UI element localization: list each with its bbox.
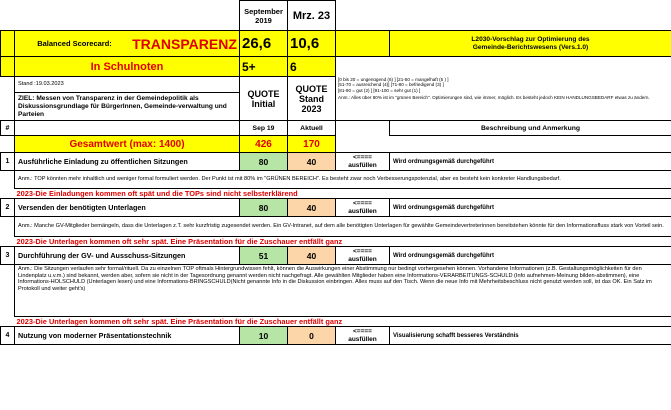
total-desc bbox=[390, 136, 671, 153]
row-1-status-hash bbox=[1, 189, 15, 199]
legend-line-1: [0 bis 20 = ungenügend (6) ] [21-50 = mangelhaft (5 ) ] bbox=[338, 76, 449, 82]
l2030-line-1: L2030-Vorschlag zur Optimierung des bbox=[471, 35, 590, 43]
row-1-status: 2023-Die Einladungen kommen oft spät und die TOPs sind nicht selbsterklärend bbox=[16, 189, 298, 198]
row-1-score-september[interactable]: 80 bbox=[240, 153, 288, 171]
row-4-fill-action[interactable] bbox=[336, 327, 390, 345]
l2030-line-2: Gemeinde-Berichtswesens (Vers.1.0) bbox=[472, 43, 589, 51]
row-4-arrow-icon: <==== bbox=[353, 327, 372, 335]
row-3-status: 2023-Die Unterlagen kommen oft sehr spät. Eine Präsentation für die Zuschauer entfällt ganz bbox=[16, 317, 343, 326]
grade-current: 6 bbox=[288, 57, 336, 77]
row-4-score-current[interactable]: 0 bbox=[288, 327, 336, 345]
score-current: 10,6 bbox=[288, 31, 336, 57]
quote-initial-sub: Initial bbox=[251, 98, 276, 109]
legend-line-2: [51-70 = ausreichend (4)] [71-80 = befriedigend (3) ] bbox=[338, 82, 444, 88]
header-september-year: 2019 bbox=[255, 15, 272, 25]
quote-current bbox=[288, 77, 336, 121]
grade-september: 5+ bbox=[240, 57, 288, 77]
header-september-label bbox=[240, 1, 288, 31]
legend-line-3: [81-90 = gut (2) ] [91-100 = sehr gut (1) ] bbox=[338, 87, 421, 93]
total-label: Gesamtwert (max: 1400) bbox=[15, 136, 240, 153]
page-title: TRANSPARENZ bbox=[132, 35, 237, 52]
legend-block bbox=[336, 57, 671, 121]
header-september-month: September bbox=[244, 6, 283, 16]
l2030-proposal bbox=[390, 31, 671, 57]
row-2-label: Versenden der benötigten Unterlagen bbox=[15, 199, 240, 217]
total-action bbox=[336, 136, 390, 153]
row-3-label: Durchführung der GV- und Ausschuss-Sitzungen bbox=[15, 247, 240, 265]
header-spacer-4 bbox=[390, 1, 671, 31]
stand-date: Stand :19.03.2023 bbox=[15, 77, 240, 93]
quote-current-label: QUOTE bbox=[295, 83, 328, 94]
bsc-label: Balanced Scorecard: bbox=[37, 39, 112, 48]
legend-note: Anm.: Alles über 80% ist im "grünen Bereich". Optimierungen sind, wie immer, möglich. Es besteht jedoch KEIN HANDLUNGSBEDARF etwas zu ändern. bbox=[338, 94, 650, 100]
ziel-text: ZIEL: Messen von Transparenz in der Gemeindepolitik als Diskussionsgrundlage für BürgerInnen, Gemeinde-verwaltung und Parteien bbox=[15, 93, 240, 121]
row-4-description: Visualisierung schafft besseres Verständnis bbox=[390, 327, 671, 345]
col-header-action bbox=[336, 121, 390, 136]
row-4-number: 4 bbox=[1, 327, 15, 345]
col-header-sep19: Sep 19 bbox=[240, 121, 288, 136]
row-4-score-september[interactable]: 10 bbox=[240, 327, 288, 345]
row-2-status: 2023-Die Unterlagen kommen oft sehr spät. Eine Präsentation für die Zuschauer entfällt ganz bbox=[16, 237, 343, 246]
row-2-arrow-icon: <==== bbox=[353, 199, 372, 207]
row-1-fill-action[interactable] bbox=[336, 153, 390, 171]
col-header-hash: # bbox=[1, 121, 15, 136]
row-1-label: Ausführliche Einladung zu öffentlichen Sitzungen bbox=[15, 153, 240, 171]
row-4-fill-label: ausfüllen bbox=[348, 335, 377, 343]
col-header-blank bbox=[15, 121, 240, 136]
row-3-number: 3 bbox=[1, 247, 15, 265]
row-3-status-hash bbox=[1, 317, 15, 327]
ziel-spacer bbox=[1, 93, 15, 121]
row-2-number: 2 bbox=[1, 199, 15, 217]
row-3-arrow-icon: <==== bbox=[353, 247, 372, 255]
row-1-description: Wird ordnungsgemäß durchgeführt bbox=[390, 153, 671, 171]
header-spacer-3 bbox=[336, 1, 390, 31]
row-3-note-hash bbox=[1, 265, 15, 317]
score-september: 26,6 bbox=[240, 31, 288, 57]
total-september: 426 bbox=[240, 136, 288, 153]
row-2-description: Wird ordnungsgemäß durchgeführt bbox=[390, 199, 671, 217]
row-2-score-september[interactable]: 80 bbox=[240, 199, 288, 217]
row-2-status-hash bbox=[1, 237, 15, 247]
bsc-title-cell bbox=[15, 31, 240, 57]
header-spacer-1 bbox=[1, 1, 15, 31]
quote-initial-label: QUOTE bbox=[247, 88, 280, 99]
total-current: 170 bbox=[288, 136, 336, 153]
row-1-arrow-icon: <==== bbox=[353, 153, 372, 161]
row-1-note-hash bbox=[1, 171, 15, 189]
row-1-number: 1 bbox=[1, 153, 15, 171]
l2030-spacer bbox=[336, 31, 390, 57]
col-header-aktuell: Aktuell bbox=[288, 121, 336, 136]
row-1-fill-label: ausfüllen bbox=[348, 161, 377, 169]
row-2-note: Anm.: Manche GV-Mitglieder bemängeln, dass die Unterlagen z.T. sehr kurzfristig zugesendet werden. Ein GV-Intranet, auf dem alle benötigten Unterlagen für gewählte Gemeindevertreterinnen bereitstehen könnte für den Informationsfluss stark von Vorteil sein. bbox=[15, 217, 671, 237]
row-1-note: Anm.: TOP könnten mehr inhaltlich und weniger formal formuliert werden. Der Punkt ist mit 80% im "GRÜNEN BEREICH". Es besteht zwar noch Verbesserungspotenzial, aber es besteht kein konkreter Handlungsbedarf. bbox=[15, 171, 671, 189]
col-header-beschreibung: Beschreibung und Anmerkung bbox=[390, 121, 671, 136]
row-3-fill-label: ausfüllen bbox=[348, 255, 377, 263]
row-3-description: Wird ordnungsgemäß durchgeführt bbox=[390, 247, 671, 265]
total-row-hash bbox=[1, 136, 15, 153]
row-4-label: Nutzung von moderner Präsentationstechnik bbox=[15, 327, 240, 345]
header-mrz-label: Mrz. 23 bbox=[288, 1, 336, 31]
header-spacer-2 bbox=[15, 1, 240, 31]
bsc-label-cell-left bbox=[1, 31, 15, 57]
row-2-fill-label: ausfüllen bbox=[348, 207, 377, 215]
quote-initial bbox=[240, 77, 288, 121]
row-2-score-current[interactable]: 40 bbox=[288, 199, 336, 217]
row-3-note: Anm.: Die Sitzungen verlaufen sehr formal/rituell. Da zu einzelnen TOP oftmals Hintergrundwissen fehlt, können die Auswirkungen einer Abstimmung nur bedingt vorhergesehen können. Vorhandene Informationen (z.B. Gestaltungsmöglichkeiten für den Lindenplatz u.v.m.) sind bekannt, werden aber, sofern sie nicht in der Tagesordnung genannt werden nicht nachgefragt. Alle gewählten Mitglieder haben eine Informations-VERARBEITUNGS-SCHULD (Info aufnehmen-Meinung bilden-abstimmen), eine Informations-HOLSCHULD (Unterlagen lesen) und eine Informations-BRINGSCHULD(Nicht genannte Info in die Diskussion einbringen. Alles muss auf den Tisch. Wenn die neue Info mit Mehrheitsbeschluss nicht genutzt werden soll, ist das OK. Ein Satz im Protokoll und weiter geht's) bbox=[15, 265, 671, 317]
row-3-fill-action[interactable] bbox=[336, 247, 390, 265]
stand-spacer bbox=[1, 77, 15, 93]
row-3-score-september[interactable]: 51 bbox=[240, 247, 288, 265]
row-2-note-hash bbox=[1, 217, 15, 237]
row-3-score-current[interactable]: 40 bbox=[288, 247, 336, 265]
schulnoten-spacer bbox=[1, 57, 15, 77]
schulnoten-label: In Schulnoten bbox=[15, 57, 240, 77]
row-1-score-current[interactable]: 40 bbox=[288, 153, 336, 171]
quote-current-sub: Stand 2023 bbox=[298, 93, 324, 114]
row-2-fill-action[interactable] bbox=[336, 199, 390, 217]
